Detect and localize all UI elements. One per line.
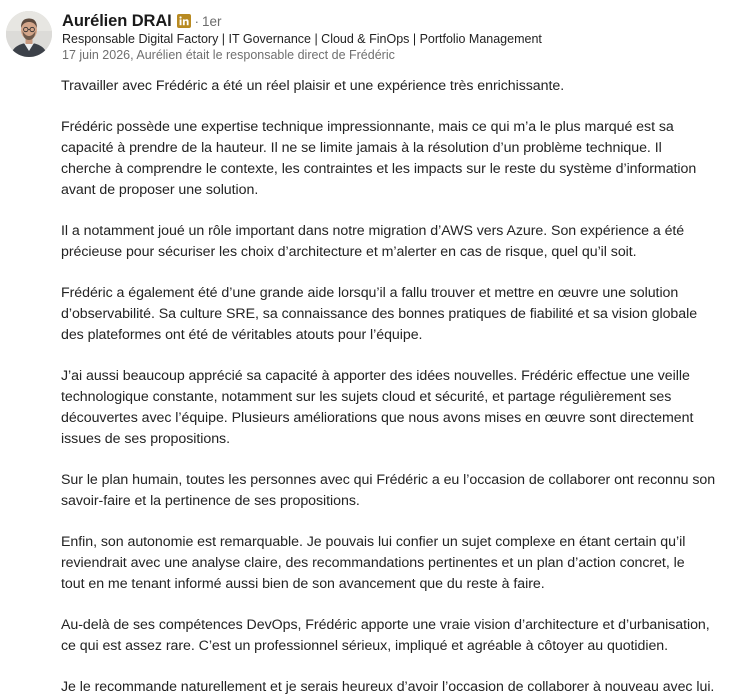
recommendation-paragraph: Sur le plan humain, toutes les personnes avec qui Frédéric a eu l’occasion de collaborer ont reconnu son savoir-faire et la pertinence de ses propositions.: [61, 472, 716, 509]
recommendation-paragraph: Enfin, son autonomie est remarquable. Je pouvais lui confier un sujet complexe en étant certain qu’il reviendrait avec une analyse claire, des recommandations pertinentes et un plan d’action concret, le tout en me tenant informé aussi bien de son avancement que du reste à faire.: [61, 534, 686, 592]
avatar[interactable]: [6, 11, 52, 57]
recommendation-paragraph: Frédéric a également été d’une grande aide lorsqu’il a fallu trouver et mettre en œuvre une solution d’observabilité. Sa culture SRE, sa connaissance des bonnes pratiques de fiabilité et sa vision globale des plateformes ont été de véritables atouts pour l’équipe.: [61, 285, 698, 343]
linkedin-icon: [177, 14, 191, 28]
recommendation-paragraph: Travailler avec Frédéric a été un réel plaisir et une expérience très enrichissante.: [61, 78, 565, 94]
profile-photo: [6, 11, 52, 57]
recommender-headline: Responsable Digital Factory | IT Governance | Cloud & FinOps | Portfolio Management: [62, 32, 542, 46]
name-row: [62, 10, 732, 32]
recommender-header: [62, 10, 732, 63]
recommendation-paragraph: Frédéric possède une expertise technique impressionnante, mais ce qui m’a le plus marqué est sa capacité à prendre de la hauteur. Il ne se limite jamais à la résolution d’un problème technique. Il cherche à comprendre le contexte, les contraintes et les impacts sur le reste du système d’information avant de proposer une solution.: [61, 119, 697, 198]
recommendation-paragraph: Au-delà de ses compétences DevOps, Frédéric apporte une vraie vision d’architecture et d’urbanisation, ce qui est assez rare. C’est un professionnel sérieux, impliqué et agréable à côtoyer au quotidien.: [61, 617, 710, 655]
recommender-name[interactable]: Aurélien DRAI: [62, 11, 172, 30]
recommendation-paragraph: J’ai aussi beaucoup apprécié sa capacité à apporter des idées nouvelles. Frédéric effectue une veille technologique constante, notamment sur les sujets cloud et sécurité, et partage régulièrement ses découvertes avec l’équipe. Plusieurs améliorations que nous avons mises en œuvre sont directement issues de ses propositions.: [61, 368, 694, 447]
degree-separator: ·: [194, 13, 199, 29]
recommendation-body: [61, 76, 739, 698]
recommendation-paragraph: Il a notamment joué un rôle important dans notre migration d’AWS vers Azure. Son expérience a été précieuse pour sécuriser les choix d’architecture et m’alerter en cas de risque, quel qu’il soit.: [61, 223, 685, 260]
connection-degree: 1er: [201, 13, 222, 29]
recommendation-meta: 17 juin 2026, Aurélien était le responsable direct de Frédéric: [62, 48, 395, 62]
recommendation-paragraph: Je le recommande naturellement et je serais heureux d’avoir l’occasion de collaborer à nouveau avec lui.: [61, 679, 715, 696]
